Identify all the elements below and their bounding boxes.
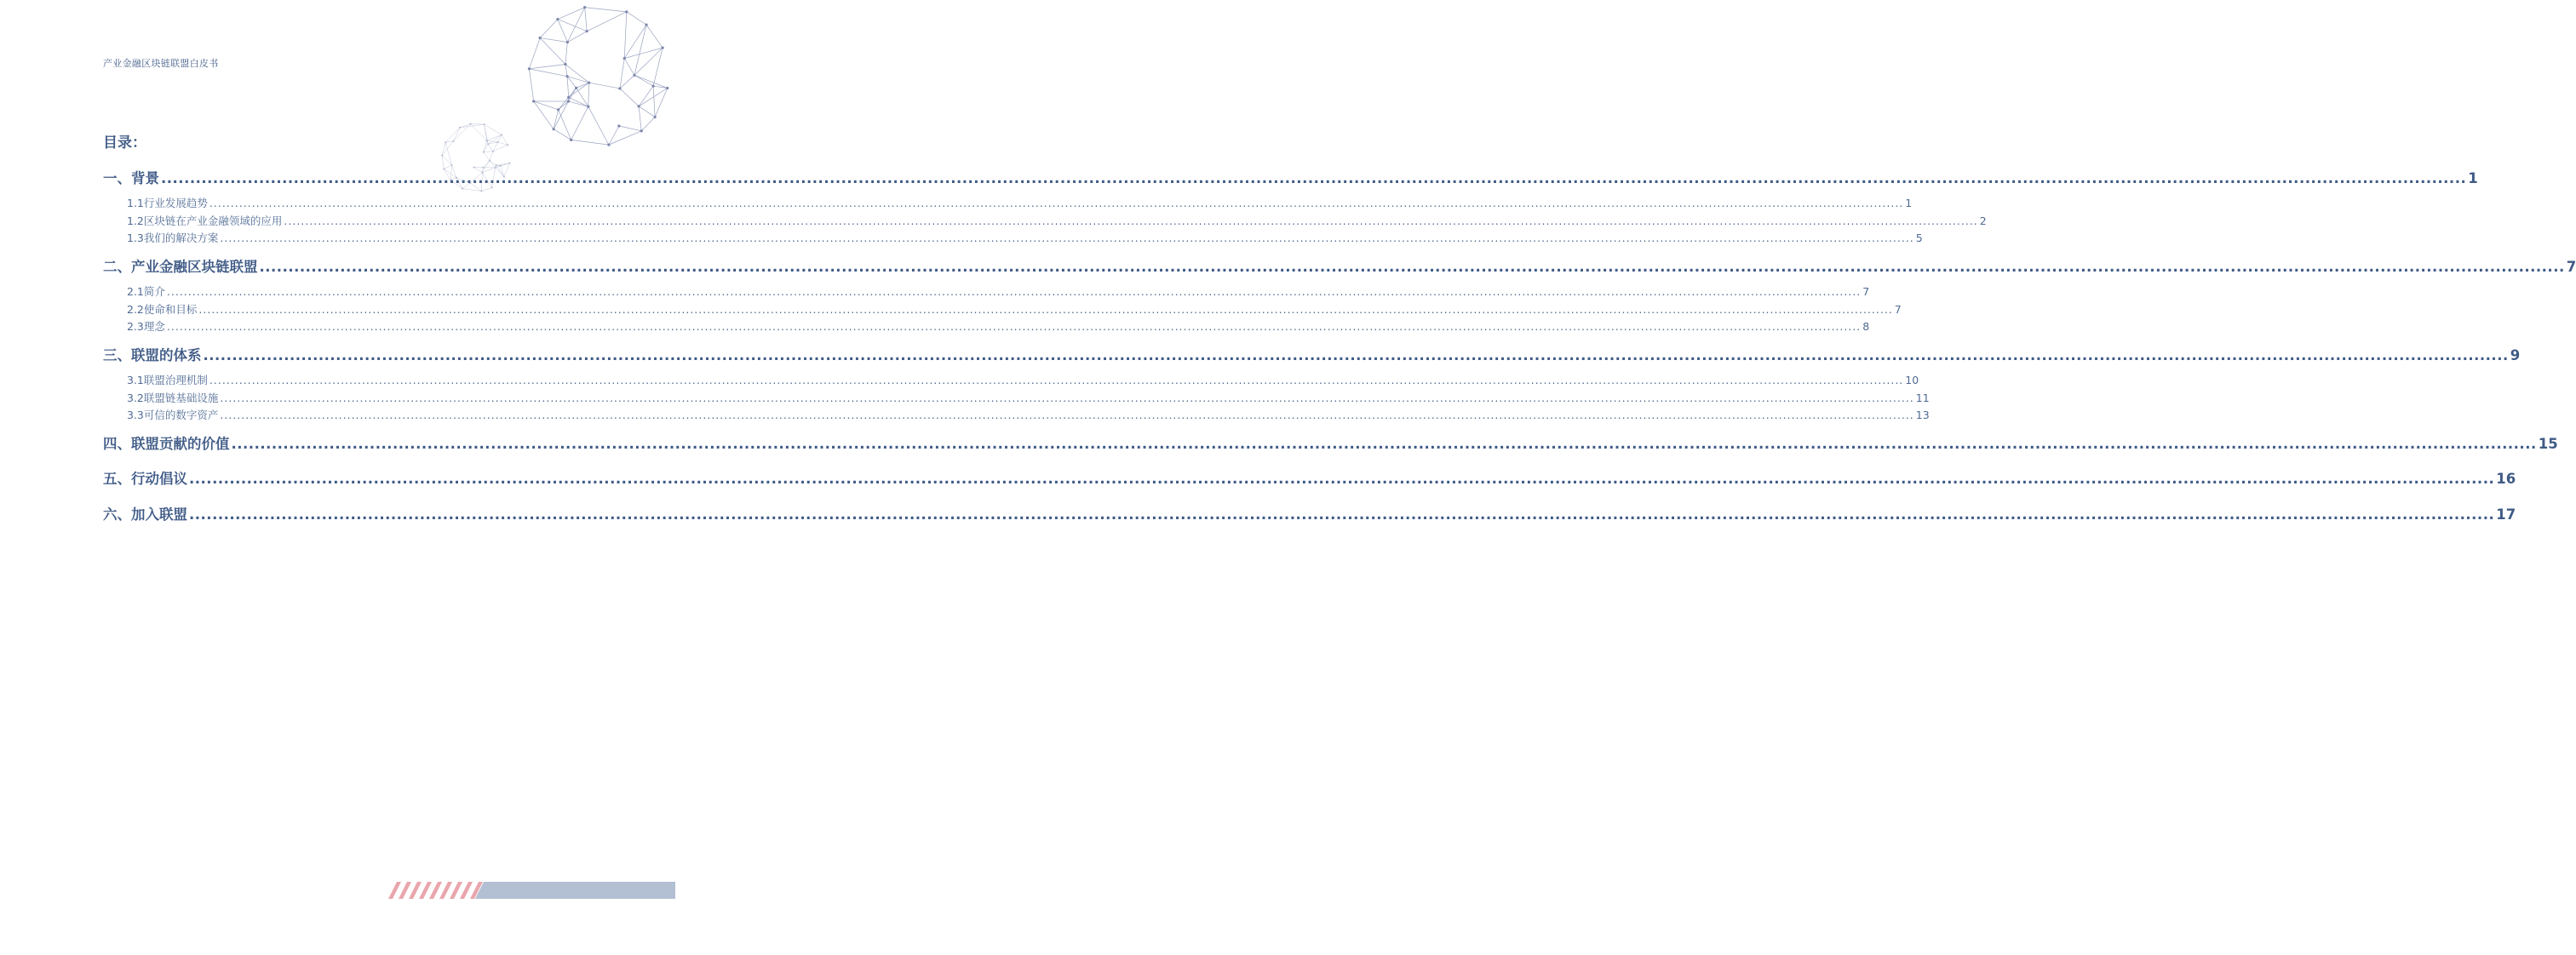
toc-page-number: 11 [1915,392,1930,404]
toc-chapter-entry[interactable] [103,467,2516,488]
toc-page-number: 1 [2468,170,2478,186]
toc-entry-label: 三、联盟的体系 [103,347,202,363]
toc-section-number: 1.2 [127,214,144,227]
toc-section-entry[interactable] [103,283,1870,299]
toc-entry-label: 我们的解决方案 [143,232,219,244]
toc-section-number: 2.1 [127,285,144,298]
toc-section-entry[interactable] [103,230,1923,245]
toc-page-number: 10 [1905,374,1919,386]
toc-page-number: 5 [1915,232,1923,244]
toc-entry-label: 使命和目标 [143,303,198,316]
toc-entry-label: 联盟链基础设施 [143,392,219,404]
toc-dot-leader: ................................................................................................................................................................................................................................................................................................................................................................................................................ [166,320,1862,333]
toc-section-entry[interactable] [103,390,1930,405]
document-header-title: 产业金融区块链联盟白皮书 [103,58,219,69]
toc-section-number: 3.2 [127,392,144,404]
toc-dot-leader: ................................................................................................................................................................................................................................................................................................................................................................................................................ [203,347,2509,363]
toc-page-number: 7 [1894,303,1902,316]
toc-section-number: 1.1 [127,197,144,209]
toc-section-entry[interactable] [103,195,1913,210]
toc-page-number: 1 [1905,197,1913,209]
toc-dot-leader: ................................................................................................................................................................................................................................................................................................................................................................................................................ [220,409,1914,421]
toc-section-entry[interactable] [103,213,1987,228]
toc-title: 目录： [103,134,146,152]
toc-page-number: 17 [2496,506,2516,523]
toc-entry-label: 六、加入联盟 [103,506,187,523]
toc-entry-label: 可信的数字资产 [143,409,219,421]
toc-page-number: 7 [2566,259,2576,275]
footer-stripe-decoration [387,880,675,901]
toc-section-number: 2.3 [127,320,144,333]
toc-page-number: 9 [2510,347,2521,363]
toc-entry-label: 一、背景 [103,170,159,186]
toc-entry-label: 理念 [143,320,165,333]
toc-dot-leader: ................................................................................................................................................................................................................................................................................................................................................................................................................ [198,303,1893,316]
toc-chapter-entry[interactable] [103,432,2558,453]
toc-entry-label: 五、行动倡议 [103,471,187,487]
toc-page-number: 16 [2496,471,2516,487]
toc-dot-leader: ................................................................................................................................................................................................................................................................................................................................................................................................................ [166,285,1862,298]
toc-section-number: 1.3 [127,232,144,244]
toc-entry-label: 简介 [143,285,165,298]
toc-section-number: 3.1 [127,374,144,386]
toc-entry-label: 二、产业金融区块链联盟 [103,259,258,275]
toc-dot-leader: ................................................................................................................................................................................................................................................................................................................................................................................................................ [209,374,1904,386]
toc-dot-leader: ................................................................................................................................................................................................................................................................................................................................................................................................................ [220,232,1914,244]
network-globe-decoration [526,3,671,148]
toc-entry-label: 区块链在产业金融领域的应用 [143,214,283,227]
toc-section-number: 3.3 [127,409,144,421]
toc-entry-label: 四、联盟贡献的价值 [103,436,230,452]
toc-section-entry[interactable] [103,318,1870,334]
toc-dot-leader: ................................................................................................................................................................................................................................................................................................................................................................................................................ [161,170,2467,186]
toc-page-number: 15 [2538,436,2558,452]
toc-section-entry[interactable] [103,301,1902,317]
toc-chapter-entry[interactable] [103,167,2478,187]
toc-entry-label: 行业发展趋势 [143,197,208,209]
toc-dot-leader: ................................................................................................................................................................................................................................................................................................................................................................................................................ [189,471,2495,487]
toc-page-number: 8 [1862,320,1870,333]
toc-page-number: 2 [1979,214,1987,227]
toc-dot-leader: ................................................................................................................................................................................................................................................................................................................................................................................................................ [259,259,2565,275]
toc-dot-leader: ................................................................................................................................................................................................................................................................................................................................................................................................................ [284,214,1978,227]
toc-section-number: 2.2 [127,303,144,316]
toc-section-entry[interactable] [103,407,1930,422]
toc-chapter-entry[interactable] [103,344,2521,364]
toc-page-number: 7 [1862,285,1870,298]
toc-dot-leader: ................................................................................................................................................................................................................................................................................................................................................................................................................ [220,392,1914,404]
toc-dot-leader: ................................................................................................................................................................................................................................................................................................................................................................................................................ [189,506,2495,523]
toc-section-entry[interactable] [103,372,1919,387]
toc-chapter-entry[interactable] [103,503,2516,523]
toc-entry-label: 联盟治理机制 [143,374,208,386]
toc-dot-leader: ................................................................................................................................................................................................................................................................................................................................................................................................................ [209,197,1904,209]
toc-dot-leader: ................................................................................................................................................................................................................................................................................................................................................................................................................ [231,436,2537,452]
toc-page-number: 13 [1915,409,1930,421]
toc-chapter-entry[interactable] [103,255,2576,276]
